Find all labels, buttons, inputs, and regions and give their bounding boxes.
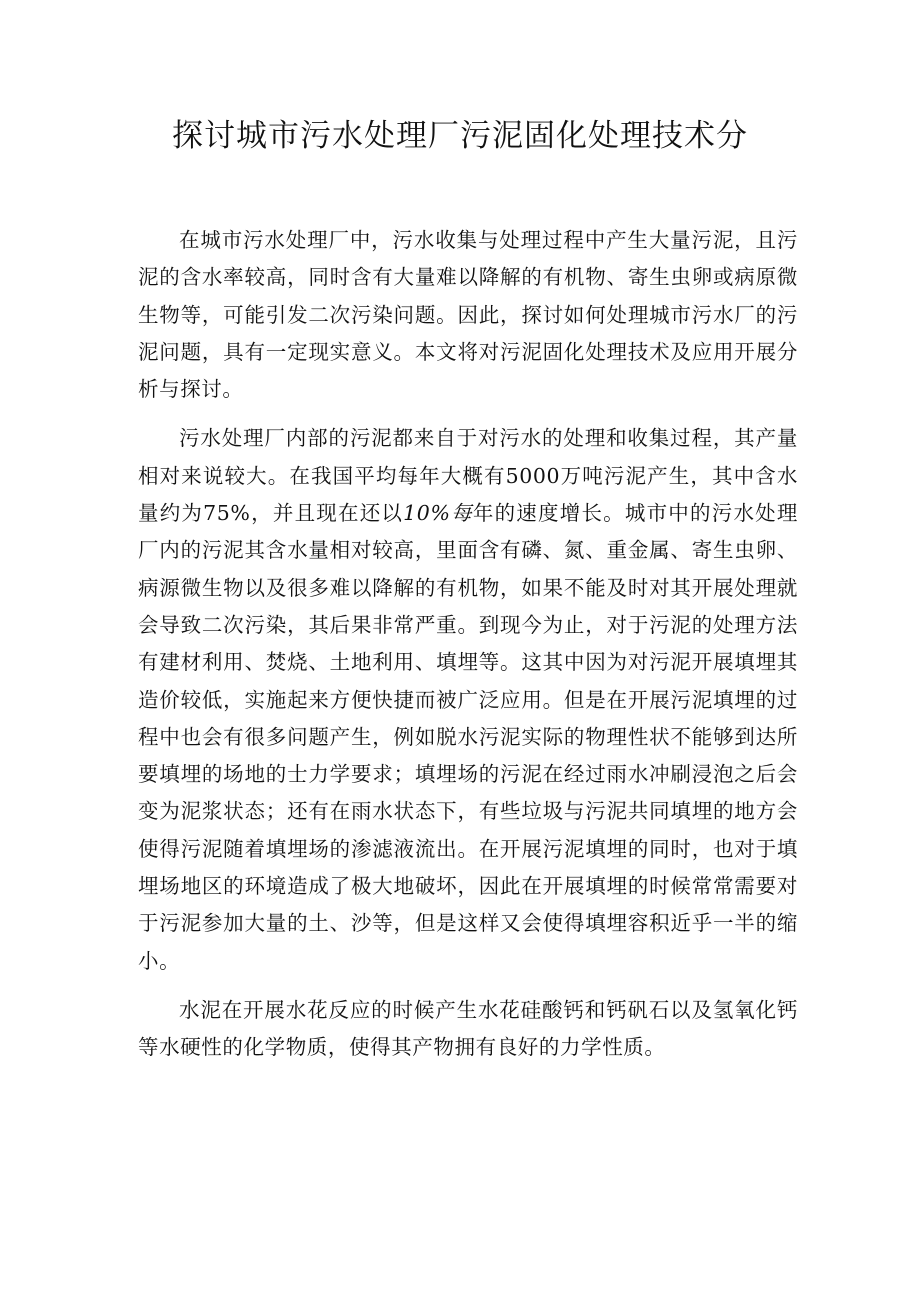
paragraph-2-italic-rate: 10%每 <box>403 501 473 526</box>
paragraph-2 <box>138 420 798 979</box>
paragraph-1: 在城市污水处理厂中，污水收集与处理过程中产生大量污泥，且污泥的含水率较高，同时含有大量难以降解的有机物、寄生虫卵或病原微生物等，可能引发二次污染问题。因此，探讨如何处理城市污水厂的污泥问题，具有一定现实意义。本文将对污泥固化处理技术及应用开展分析与探讨。 <box>138 228 798 402</box>
paragraph-3: 水泥在开展水花反应的时候产生水花硅酸钙和钙矾石以及氢氧化钙等水硬性的化学物质，使得其产物拥有良好的力学性质。 <box>138 997 798 1060</box>
document-title: 探讨城市污水处理厂污泥固化处理技术分 <box>172 118 748 154</box>
paragraph-2-part-2: 年的速度增长。城市中的污水处理厂内的污泥其含水量相对较高，里面含有磷、氮、重金属、寄生虫卵、病源微生物以及很多难以降解的有机物，如果不能及时对其开展处理就会导致二次污染，其后果非常严重。到现今为止，对于污泥的处理方法有建材利用、焚烧、土地利用、填埋等。这其中因为对污泥开展填埋其造价较低，实施起来方便快捷而被广泛应用。但是在开展污泥填埋的过程中也会有很多问题产生，例如脱水污泥实际的物理性状不能够到达所要填埋的场地的士力学要求；填埋场的污泥在经过雨水冲刷浸泡之后会变为泥浆状态；还有在雨水状态下，有些垃圾与污泥共同填埋的地方会使得污泥随着填埋场的渗滤液流出。在开展污泥填埋的同时，也对于填埋场地区的环境造成了极大地破坏，因此在开展填埋的时候常常需要对于污泥参加大量的土、沙等，但是这样又会使得填埋容积近乎一半的缩小。 <box>138 501 798 973</box>
paragraph-2-part-1: 污水处理厂内部的污泥都来自于对污水的处理和收集过程，其产量相对来说较大。在我国平均每年大概有5000万吨污泥产生，其中含水量约为75%，并且现在还以 <box>138 426 798 526</box>
document-body <box>138 222 798 1067</box>
